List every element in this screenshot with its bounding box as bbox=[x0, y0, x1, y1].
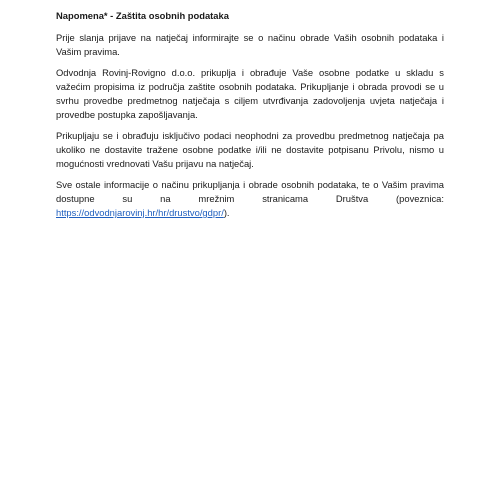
paragraph-required-data: Prikupljaju se i obrađuju isključivo podaci neophodni za provedbu predmetnog natječaja pa ukoliko ne dostavite tražene osobne podatke i/ili ne dostavite potpisanu Privolu, nismo u mogućnosti vrednovati Vašu prijavu na natječaj. bbox=[56, 130, 444, 169]
paragraph-intro: Prije slanja prijave na natječaj informirajte se o načinu obrade Vaših osobnih podataka i Vašim pravima. bbox=[56, 32, 444, 57]
paragraph-more-info bbox=[56, 178, 444, 220]
more-info-suffix: ). bbox=[223, 207, 230, 218]
document-page bbox=[56, 10, 444, 227]
more-info-text: Sve ostale informacije o načinu prikupljanja i obrade osobnih podataka, te o Vašim pravima dostupne su na mrežnim stranicama Društva (poveznica: bbox=[56, 179, 444, 204]
page-heading: Napomena* - Zaštita osobnih podataka bbox=[56, 10, 229, 21]
gdpr-link[interactable]: https://odvodnjarovinj.hr/hr/drustvo/gdpr/ bbox=[56, 207, 224, 218]
paragraph-processing: Odvodnja Rovinj-Rovigno d.o.o. prikuplja i obrađuje Vaše osobne podatke u skladu s važećim propisima iz područja zaštite osobnih podataka. Prikupljanje i obrada provodi se u svrhu provedbe predmetnog natječaja s ciljem utvrđivanja zadovoljenja uvjeta natječaja i provedbe postupka zapošljavanja. bbox=[56, 67, 444, 120]
